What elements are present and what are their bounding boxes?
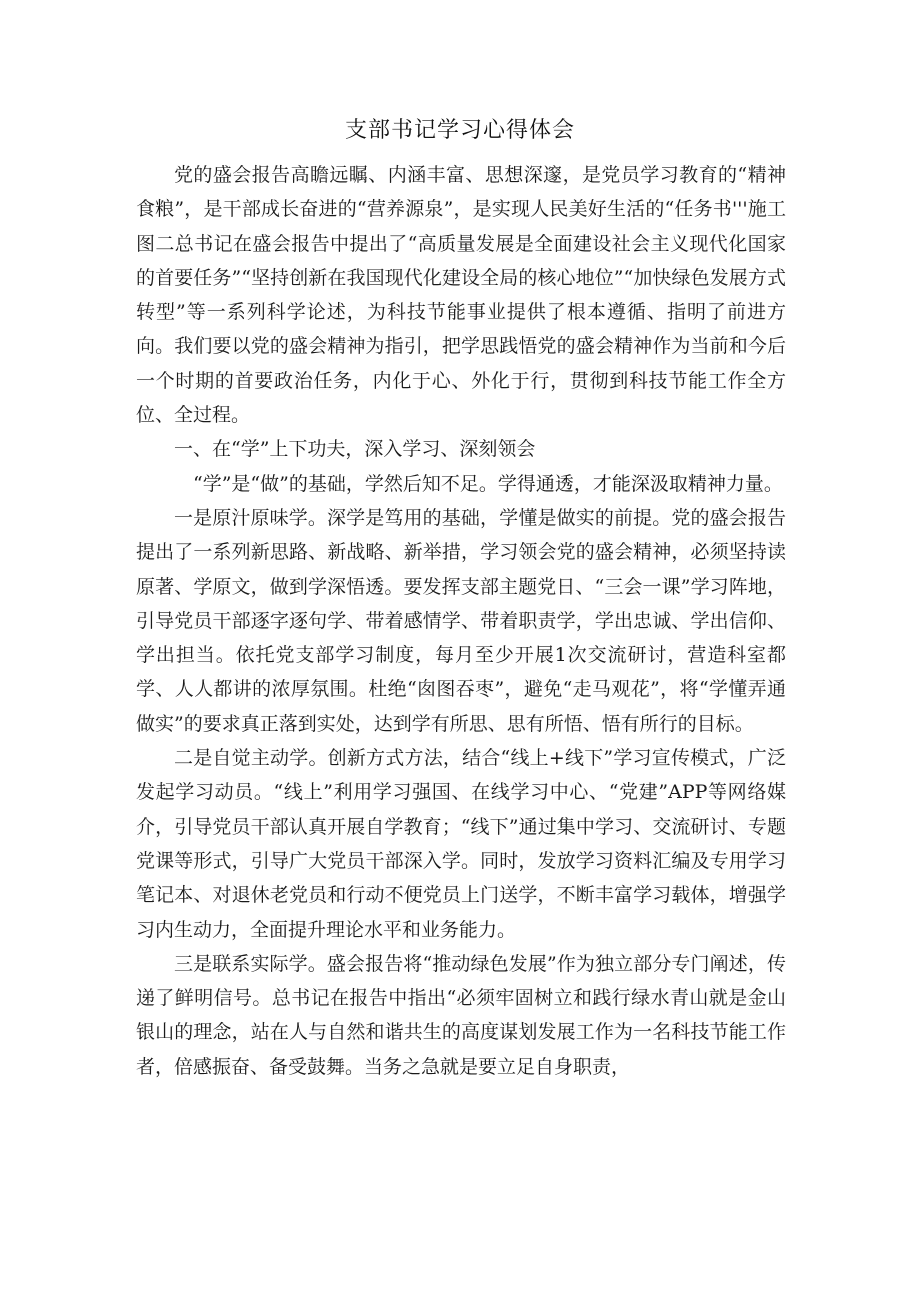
paragraph-point-3: 三是联系实际学。盛会报告将“推动绿色发展”作为独立部分专门阐述，传递了鲜明信号。总书记在报告中指出“必须牢固树立和践行绿水青山就是金山银山的理念，站在人与自然和谐共生的高度谋划发展工作为一名科技节能工作者，倍感振奋、备受鼓舞。当务之急就是要立足自身职责， <box>136 952 786 1078</box>
paragraph-intro: 党的盛会报告高瞻远瞩、内涵丰富、思想深邃，是党员学习教育的“精神食粮”，是干部成长奋进的“营养源泉”，是实现人民美好生活的“任务书'''施工图二总书记在盛会报告中提出了“高质量发展是全面建设社会主义现代化国家的首要任务”“坚持创新在我国现代化建设全局的核心地位”“加快绿色发展方式转型”等一系列科学论述，为科技节能事业提供了根本遵循、指明了前进方向。我们要以党的盛会精神为指引，把学思践悟党的盛会精神作为当前和今后一个时期的首要政治任务，内化于心、外化于行，贯彻到科技节能工作全方位、全过程。 <box>136 164 786 427</box>
document-body <box>136 158 786 1084</box>
section-heading-1: 一、在“学”上下功夫，深入学习、深刻领会 <box>174 438 536 461</box>
paragraph-point-2: 二是自觉主动学。创新方式方法，结合“线上+线下”学习宣传模式，广泛发起学习动员。“线上”利用学习强国、在线学习中心、“党建”APP等网络媒介，引导党员干部认真开展自学教育；“线下”通过集中学习、交流研讨、专题党课等形式，引导广大党员干部深入学。同时，发放学习资料汇编及专用学习笔记本、对退休老党员和行动不便党员上门送学，不断丰富学习载体，增强学习内生动力，全面提升理论水平和业务能力。 <box>136 747 786 941</box>
paragraph-point-1: 一是原汁原味学。深学是笃用的基础，学懂是做实的前提。党的盛会报告提出了一系列新思路、新战略、新举措，学习领会党的盛会精神，必须坚持读原著、学原文，做到学深悟透。要发挥支部主题党日、“三会一课”学习阵地，引导党员干部逐字逐句学、带着感情学、带着职责学，学出忠诚、学出信仰、学出担当。依托党支部学习制度，每月至少开展1次交流研讨，营造科室都学、人人都讲的浓厚氛围。杜绝“囱图吞枣”，避免“走马观花”，将“学懂弄通做实”的要求真正落到实处，达到学有所思、思有所悟、悟有所行的目标。 <box>136 506 786 735</box>
paragraph-section-1-lead: “学”是“做”的基础，学然后知不足。学得通透，才能深汲取精神力量。 <box>193 472 783 495</box>
document-title: 支部书记学习心得体会 <box>344 118 575 143</box>
